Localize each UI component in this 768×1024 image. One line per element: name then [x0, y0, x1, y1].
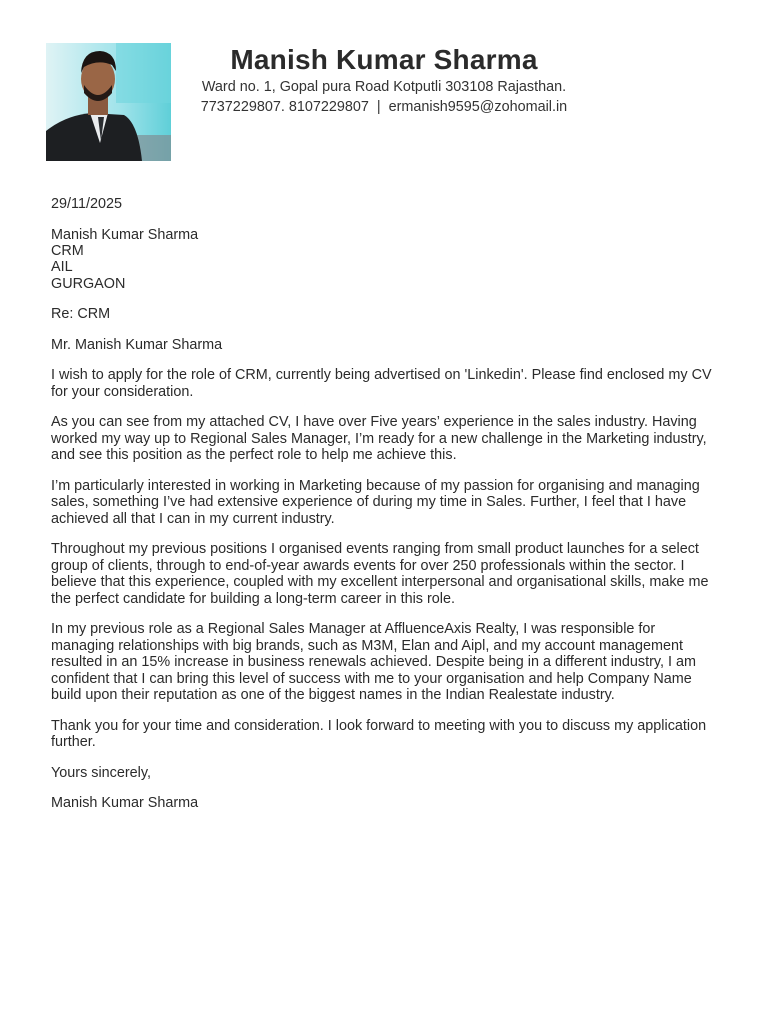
- paragraph-previous-role: In my previous role as a Regional Sales Manager at AffluenceAxis Realty, I was responsible for managing relationships with big brands, such as M3M, Elan and Aipl, and my account management resulted in an 15% increase in business renewals achieved. Despite being in a different industry, I am confident that I can bring this level of success with me to your organisation and help Company Name build upon their reputation as one of the biggest names in the Indian Realestate industry.: [51, 621, 697, 704]
- recipient-block: [51, 227, 721, 293]
- letter-date: 29/11/2025: [51, 196, 122, 212]
- applicant-address: Ward no. 1, Gopal pura Road Kotputli 303108 Rajasthan.: [201, 79, 567, 95]
- salutation: Mr. Manish Kumar Sharma: [51, 336, 223, 353]
- signature: Manish Kumar Sharma: [51, 795, 199, 812]
- letter-header: [170, 43, 598, 117]
- subject-line: Re: CRM: [51, 306, 111, 323]
- paragraph-experience: As you can see from my attached CV, I have over Five years’ experience in the sales industry. Having worked my way up to Regional Sales Manager, I’m ready for a new challenge in the Marketing industry, and see this position as the perfect role to help me achieve this.: [51, 414, 707, 464]
- recipient-company: AIL: [51, 259, 73, 276]
- profile-photo: [46, 43, 171, 161]
- paragraph-interest: I’m particularly interested in working in Marketing because of my passion for organising and managing sales, something I’ve had extensive experience of during my time in Sales. Further, I feel that I have achieved all that I can in my current industry.: [51, 477, 700, 527]
- recipient-name: Manish Kumar Sharma: [51, 226, 199, 243]
- paragraph-thanks: Thank you for your time and consideration. I look forward to meeting with you to discuss my application further.: [51, 717, 707, 751]
- paragraph-intro: I wish to apply for the role of CRM, currently being advertised on 'Linkedin'. Please find enclosed my CV for your consideration.: [51, 367, 712, 400]
- paragraph-events: Throughout my previous positions I organised events ranging from small product launches for a select group of clients, through to end-of-year awards events for over 250 professionals within the sector. I believe that this experience, coupled with my excellent interpersonal and organisational skills, make me the perfect candidate for building a long-term career in this role.: [51, 541, 709, 607]
- recipient-department: CRM: [51, 242, 84, 259]
- recipient-city: GURGAON: [51, 275, 126, 292]
- letter-body: [51, 196, 721, 826]
- applicant-contact: 7737229807. 8107229807 | ermanish9595@zohomail.in: [200, 99, 568, 115]
- closing: Yours sincerely,: [51, 764, 151, 781]
- applicant-name: Manish Kumar Sharma: [230, 44, 538, 75]
